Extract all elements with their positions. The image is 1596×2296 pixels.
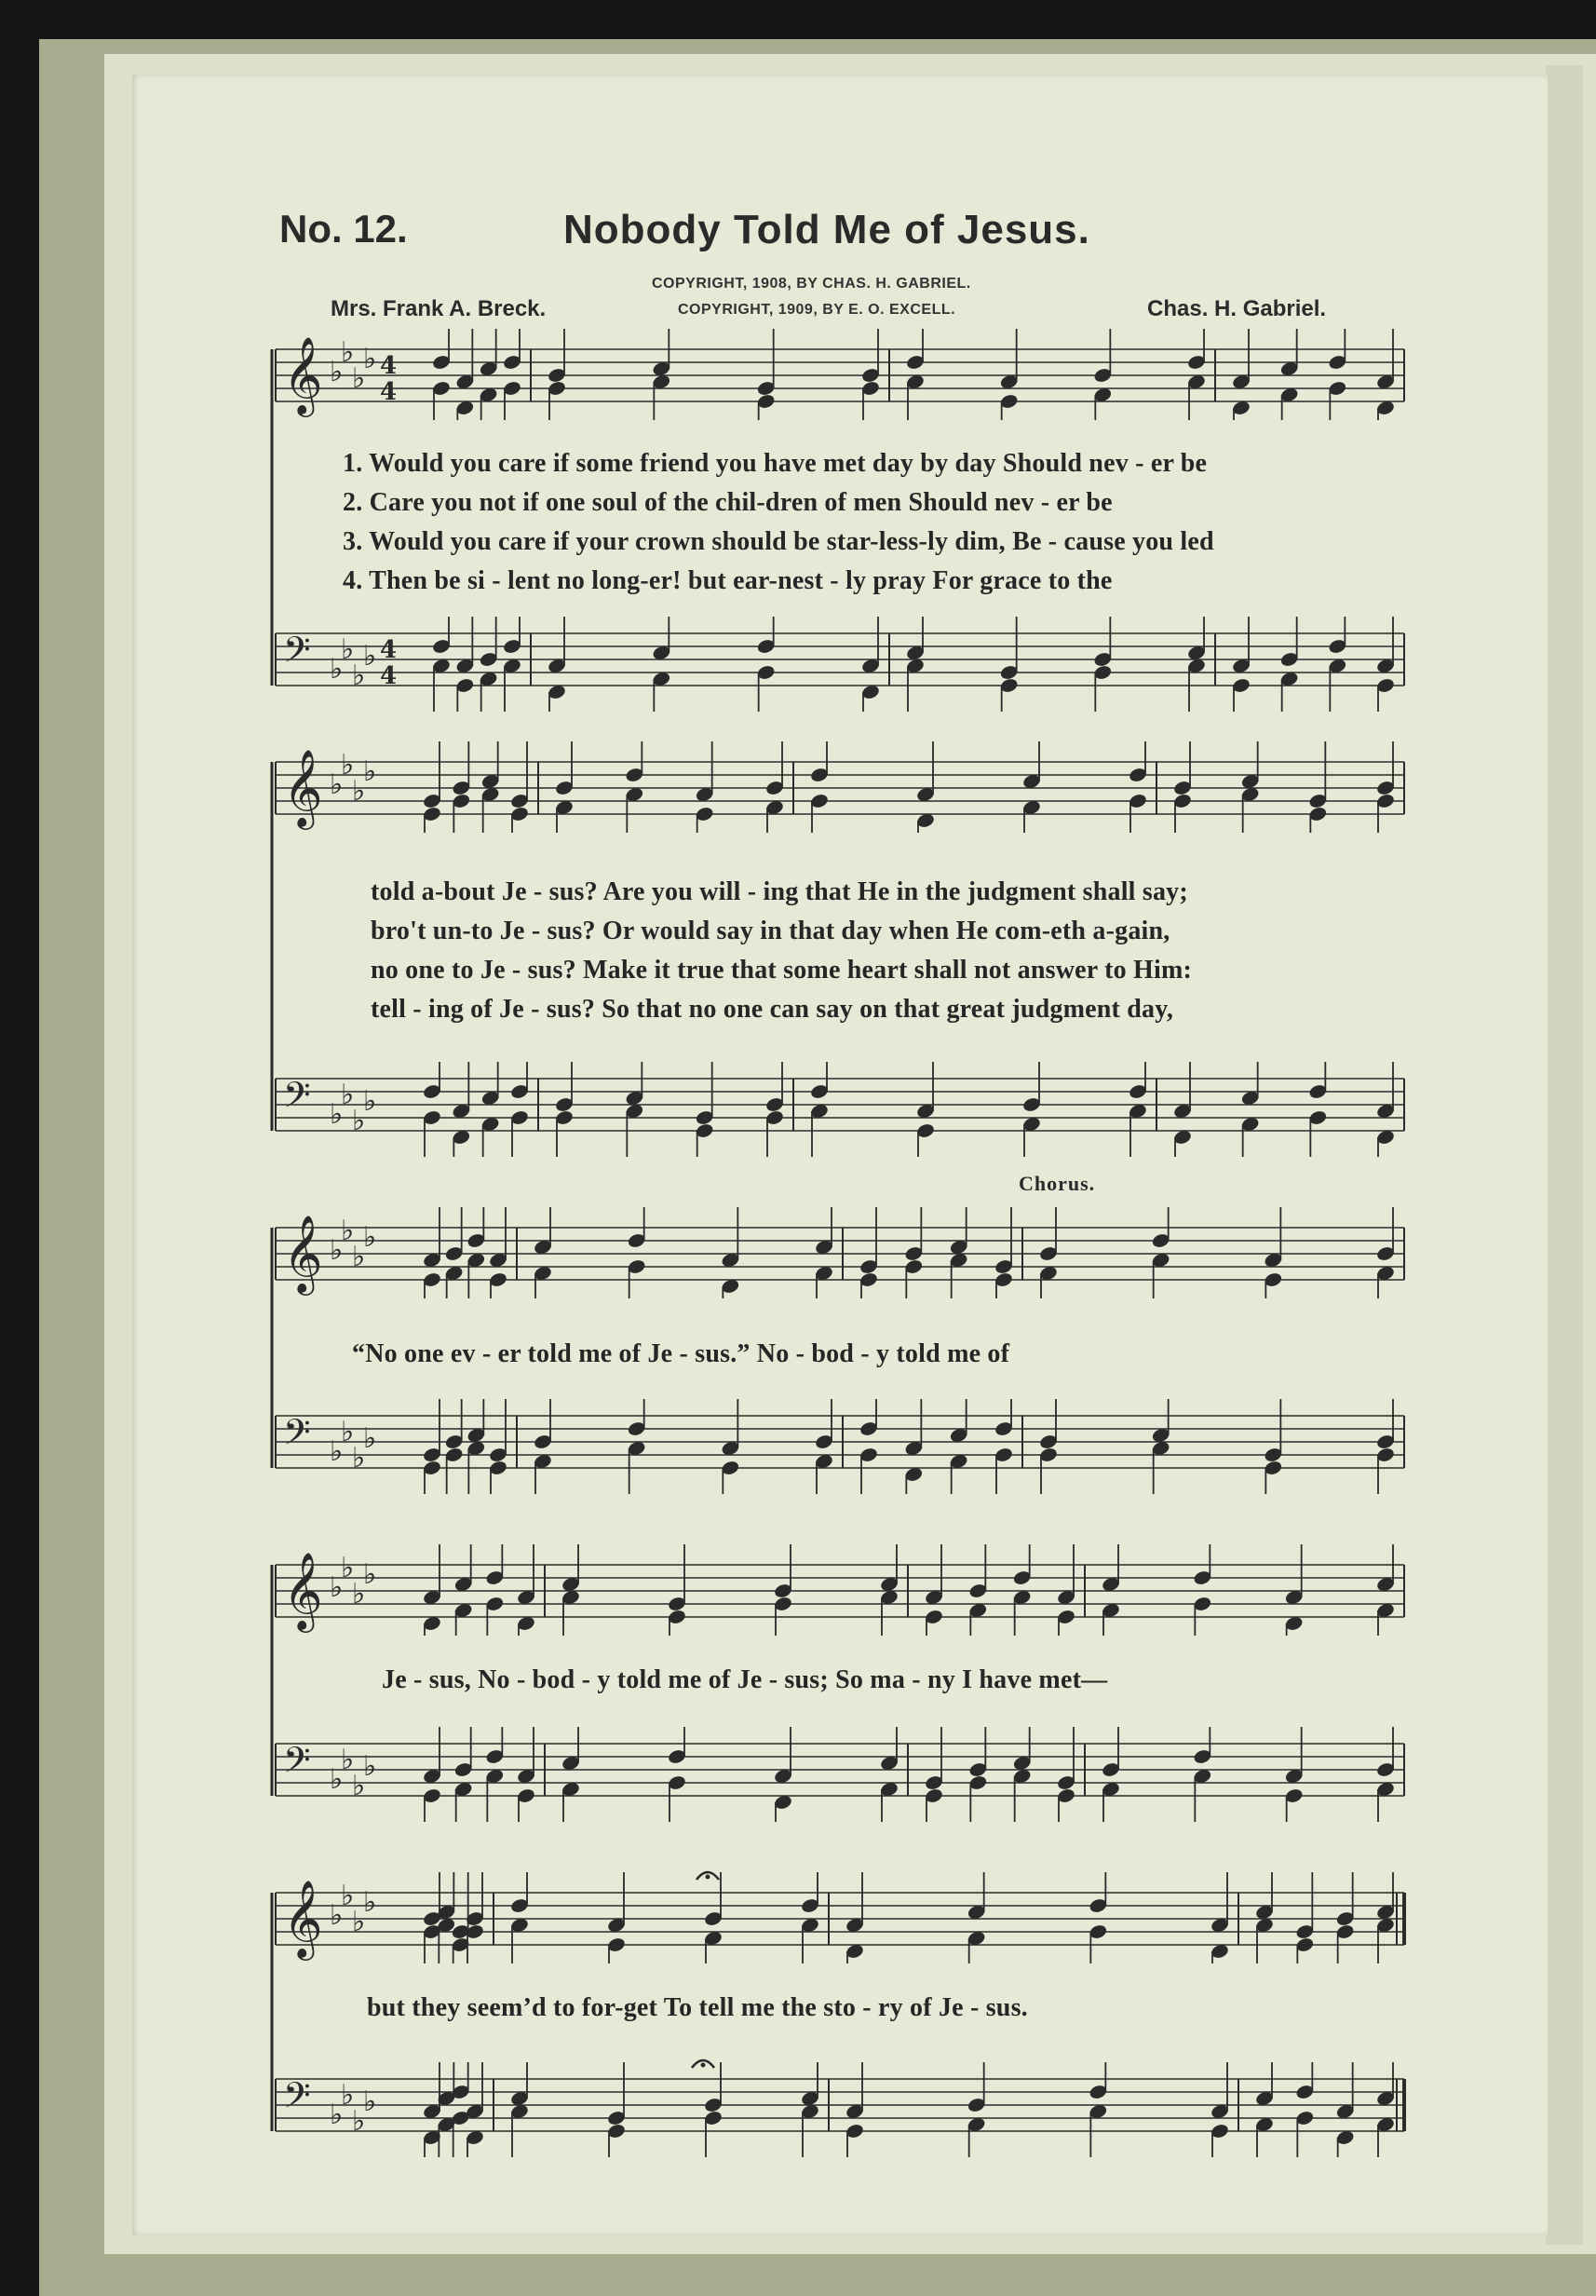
flat-sign: ♭ — [341, 1880, 355, 1912]
flat-sign: ♭ — [341, 1416, 355, 1448]
treble-clef: 𝄞 — [283, 1551, 323, 1629]
composer-credit: Chas. H. Gabriel. — [1147, 296, 1327, 321]
flat-sign: ♭ — [352, 1578, 366, 1610]
bass-clef: 𝄢 — [283, 1739, 311, 1789]
flat-sign: ♭ — [330, 768, 344, 801]
verse-4-line-1: 4. Then be si - lent no long-er! but ear-nest - ly pray For grace to the — [343, 566, 1113, 595]
flat-sign: ♭ — [363, 2085, 377, 2118]
flat-sign: ♭ — [341, 1744, 355, 1776]
chorus-line-3: but they seem’d to for-get To tell me the sto - ry of Je - sus. — [367, 1993, 1028, 2022]
bass-clef: 𝄢 — [283, 2074, 311, 2125]
verse-1-line-2: told a-bout Je - sus? Are you will - ing that He in the judgment shall say; — [371, 877, 1188, 906]
flat-sign: ♭ — [363, 343, 377, 375]
flat-sign: ♭ — [341, 1215, 355, 1247]
flat-sign: ♭ — [363, 1886, 377, 1919]
flat-sign: ♭ — [330, 356, 344, 388]
chorus-label: Chorus. — [1019, 1172, 1096, 1195]
bass-clef: 𝄢 — [283, 1411, 311, 1461]
time-signature: 4 — [380, 352, 398, 380]
flat-sign: ♭ — [352, 1906, 366, 1938]
treble-clef: 𝄞 — [283, 1879, 323, 1957]
flat-sign: ♭ — [330, 653, 344, 686]
author-credit: Mrs. Frank A. Breck. — [331, 296, 547, 321]
flat-sign: ♭ — [352, 362, 366, 395]
flat-sign: ♭ — [363, 1221, 377, 1254]
bass-clef: 𝄢 — [283, 629, 311, 679]
verse-1-line-1: 1. Would you care if some friend you have met day by day Should nev - er be — [343, 449, 1208, 478]
time-signature: 4 — [380, 636, 398, 664]
flat-sign: ♭ — [330, 1899, 344, 1932]
flat-sign: ♭ — [352, 1770, 366, 1802]
flat-sign: ♭ — [330, 1234, 344, 1267]
time-signature: 4 — [380, 378, 398, 406]
flat-sign: ♭ — [341, 2079, 355, 2112]
flat-sign: ♭ — [363, 1558, 377, 1591]
flat-sign: ♭ — [341, 336, 355, 369]
fermata-dot — [701, 2063, 706, 2068]
verse-2-line-2: bro't un-to Je - sus? Or would say in that day when He com-eth a-gain, — [371, 917, 1170, 945]
flat-sign: ♭ — [352, 659, 366, 692]
verse-4-line-2: tell - ing of Je - sus? So that no one can say on that great judgment day, — [371, 995, 1174, 1024]
verse-3-line-1: 3. Would you care if your crown should be star-less-ly dim, Be - cause you led — [343, 527, 1214, 556]
chorus-line-1: “No one ev - er told me of Je - sus.” No - bod - y told me of — [352, 1339, 1010, 1368]
flat-sign: ♭ — [352, 1105, 366, 1137]
copyright-line-2: COPYRIGHT, 1909, BY E. O. EXCELL. — [678, 302, 956, 318]
flat-sign: ♭ — [330, 1435, 344, 1468]
flat-sign: ♭ — [330, 1763, 344, 1796]
hymn-title: Nobody Told Me of Jesus. — [563, 207, 1090, 252]
fermata-dot — [706, 1875, 710, 1880]
flat-sign: ♭ — [341, 749, 355, 781]
bass-clef: 𝄢 — [283, 1074, 311, 1124]
flat-sign: ♭ — [341, 633, 355, 666]
verse-2-line-1: 2. Care you not if one soul of the chil-dren of men Should nev - er be — [343, 488, 1113, 517]
flat-sign: ♭ — [363, 640, 377, 672]
flat-sign: ♭ — [341, 1079, 355, 1111]
flat-sign: ♭ — [363, 1422, 377, 1455]
flat-sign: ♭ — [352, 2105, 366, 2138]
flat-sign: ♭ — [352, 775, 366, 808]
time-signature: 4 — [380, 662, 398, 690]
flat-sign: ♭ — [352, 1241, 366, 1273]
flat-sign: ♭ — [330, 1098, 344, 1131]
flat-sign: ♭ — [352, 1442, 366, 1474]
flat-sign: ♭ — [330, 2099, 344, 2131]
chorus-line-2: Je - sus, No - bod - y told me of Je - sus; So ma - ny I have met— — [382, 1665, 1108, 1694]
flat-sign: ♭ — [363, 1085, 377, 1118]
verse-3-line-2: no one to Je - sus? Make it true that some heart shall not answer to Him: — [371, 956, 1193, 985]
treble-clef: 𝄞 — [283, 748, 323, 826]
treble-clef: 𝄞 — [283, 335, 323, 414]
flat-sign: ♭ — [363, 755, 377, 788]
flat-sign: ♭ — [363, 1750, 377, 1783]
treble-clef: 𝄞 — [283, 1214, 323, 1292]
copyright-line-1: COPYRIGHT, 1908, BY CHAS. H. GABRIEL. — [652, 276, 971, 292]
flat-sign: ♭ — [330, 1571, 344, 1604]
flat-sign: ♭ — [341, 1552, 355, 1584]
hymn-number: No. 12. — [279, 207, 408, 251]
